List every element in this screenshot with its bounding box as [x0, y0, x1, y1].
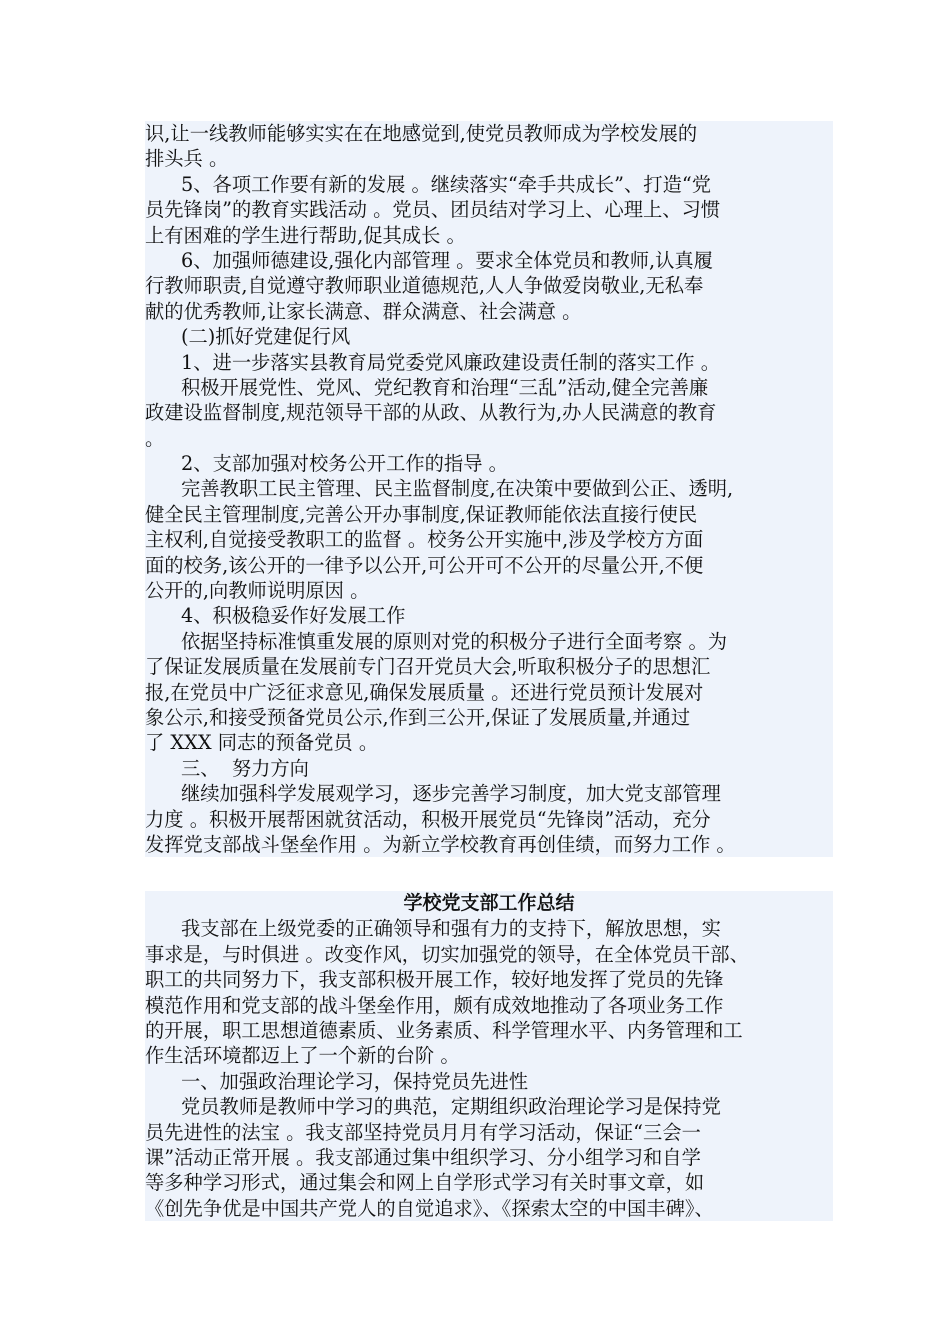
paragraph-line: (二)抓好党建促行风: [181, 325, 351, 349]
paragraph-line: 了保证发展质量在发展前专门召开党员大会,听取积极分子的思想汇: [145, 655, 711, 679]
paragraph-line: 5、各项工作要有新的发展 。继续落实“牵手共成长”、打造“党: [181, 172, 711, 196]
paragraph-line: 依据坚持标准慎重发展的原则对党的积极分子进行全面考察 。为: [181, 629, 728, 653]
paragraph-line: 主权利,自觉接受教职工的监督 。校务公开实施中,涉及学校方方面: [145, 528, 704, 552]
paragraph-line: 献的优秀教师,让家长满意、群众满意、社会满意 。: [145, 299, 582, 323]
body-text-section-bottom: [145, 891, 833, 1221]
paragraph-line: 模范作用和党支部的战斗堡垒作用，颇有成效地推动了各项业务工作: [145, 993, 724, 1017]
paragraph-line: 4、积极稳妥作好发展工作: [181, 604, 406, 628]
paragraph-line: 。: [145, 426, 165, 450]
paragraph-line: 员先进性的法宝 。我支部坚持党员月月有学习活动，保证“三会一: [145, 1120, 701, 1144]
paragraph-line: 等多种学习形式，通过集会和网上自学形式学习有关时事文章，如: [145, 1171, 705, 1195]
paragraph-line: 政建设监督制度,规范领导干部的从政、从教行为,办人民满意的教育: [145, 401, 717, 425]
document-title: 学校党支部工作总结: [403, 892, 575, 914]
paragraph-line: 面的校务,该公开的一律予以公开,可公开可不公开的尽量公开,不便: [145, 553, 704, 577]
paragraph-line: 积极开展党性、党风、党纪教育和治理“三乱”活动,健全完善廉: [181, 375, 709, 399]
paragraph-line: 象公示,和接受预备党员公示,作到三公开,保证了发展质量,并通过: [145, 705, 691, 729]
paragraph-line: 公开的,向教师说明原因 。: [145, 579, 370, 603]
paragraph-line: 2、支部加强对校务公开工作的指导 。: [181, 452, 508, 476]
paragraph-line: 职工的共同努力下，我支部积极开展工作，较好地发挥了党员的先锋: [145, 968, 724, 992]
paragraph-line: 力度 。积极开展帮困就贫活动，积极开展党员“先锋岗”活动，充分: [145, 807, 711, 831]
paragraph-line: 事求是，与时俱进 。改变作风，切实加强党的领导，在全体党员干部、: [145, 942, 749, 966]
paragraph-line: 健全民主管理制度,完善公开办事制度,保证教师能依法直接行使民: [145, 502, 698, 526]
paragraph-line: 三、 努力方向: [181, 756, 309, 780]
paragraph-line: 行教师职责,自觉遵守教师职业道德规范,人人争做爱岗敬业,无私奉: [145, 274, 704, 298]
paragraph-line: 继续加强科学发展观学习，逐步完善学习制度，加大党支部管理: [181, 782, 721, 806]
paragraph-line: 上有困难的学生进行帮助,促其成长 。: [145, 223, 466, 247]
paragraph-line: 的开展，职工思想道德素质、业务素质、科学管理水平、内务管理和工: [145, 1018, 743, 1042]
paragraph-line: 6、加强师德建设,强化内部管理 。要求全体党员和教师,认真履: [181, 248, 713, 272]
paragraph-line: 党员教师是教师中学习的典范，定期组织政治理论学习是保持党: [181, 1095, 721, 1119]
paragraph-line: 我支部在上级党委的正确领导和强有力的支持下，解放思想，实: [181, 917, 721, 941]
paragraph-line: 《创先争优是中国共产党人的自觉追求》、《探索太空的中国丰碑》、: [145, 1196, 714, 1220]
paragraph-line: 一、加强政治理论学习，保持党员先进性: [181, 1069, 529, 1093]
paragraph-line: 排头兵 。: [145, 147, 229, 171]
paragraph-line: 完善教职工民主管理、民主监督制度,在决策中要做到公正、透明,: [181, 477, 734, 501]
body-text-section-top: [145, 121, 833, 857]
paragraph-line: 作生活环境都迈上了一个新的台阶 。: [145, 1044, 460, 1068]
paragraph-line: 发挥党支部战斗堡垒作用 。为新立学校教育再创佳绩，而努力工作 。: [145, 832, 736, 856]
paragraph-line: 课”活动正常开展 。我支部通过集中组织学习、分小组学习和自学: [145, 1145, 701, 1169]
paragraph-line: 了 XXX 同志的预备党员 。: [145, 731, 379, 755]
paragraph-line: 识,让一线教师能够实实在在地感觉到,使党员教师成为学校发展的: [145, 122, 698, 145]
paragraph-line: 1、进一步落实县教育局党委党风廉政建设责任制的落实工作 。: [181, 350, 720, 374]
paragraph-line: 员先锋岗”的教育实践活动 。党员、团员结对学习上、心理上、习惯: [145, 198, 721, 222]
paragraph-line: 报,在党员中广泛征求意见,确保发展质量 。还进行党员预计发展对: [145, 680, 704, 704]
